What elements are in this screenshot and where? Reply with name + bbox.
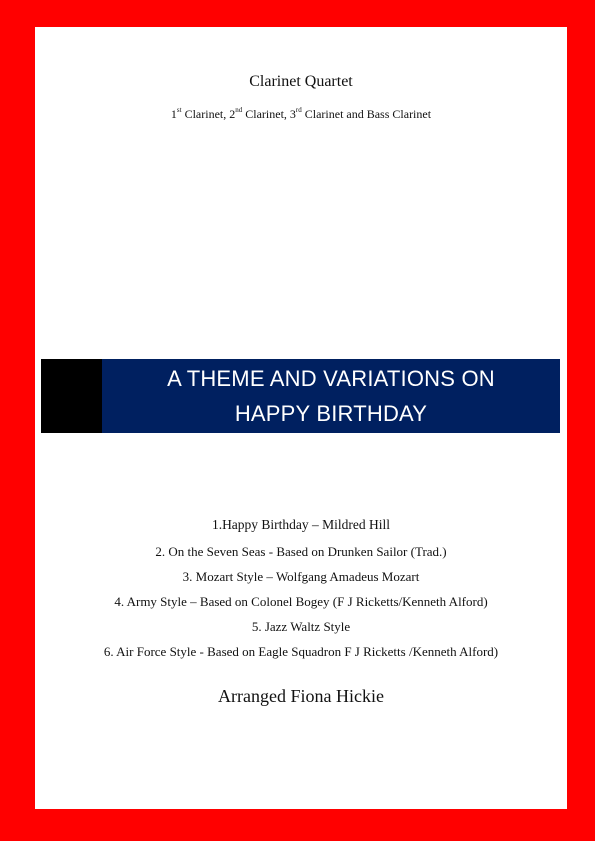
banner-line-2: HAPPY BIRTHDAY xyxy=(234,401,428,426)
banner-line-1: A THEME AND VARIATIONS ON xyxy=(167,366,495,391)
ordinal-suffix: nd xyxy=(235,106,243,114)
movement-item: 1.Happy Birthday – Mildred Hill xyxy=(211,517,391,532)
ordinal-suffix: st xyxy=(176,106,182,114)
movement-item: 2. On the Seven Seas - Based on Drunken Sailor (Trad.) xyxy=(155,544,447,559)
ordinal-number: 1 xyxy=(170,107,177,121)
banner-accent-block xyxy=(41,359,102,433)
instrument-text: Clarinet and Bass Clarinet xyxy=(301,107,432,121)
movement-list xyxy=(35,512,567,664)
arranger-credit: Arranged Fiona Hickie xyxy=(218,686,384,706)
instrument-text: Clarinet, xyxy=(242,107,290,121)
ordinal-number: 3 xyxy=(289,107,296,121)
movement-item: 3. Mozart Style – Wolfgang Amadeus Mozart xyxy=(182,569,420,584)
movement-item: 4. Army Style – Based on Colonel Bogey (F J Ricketts/Kenneth Alford) xyxy=(114,594,488,609)
instrumentation-line xyxy=(35,107,567,122)
page-title: Clarinet Quartet xyxy=(249,73,353,90)
movement-item: 5. Jazz Waltz Style xyxy=(251,619,351,634)
banner-text xyxy=(102,359,560,433)
cover-page xyxy=(35,27,567,809)
title-banner xyxy=(41,359,560,433)
instrument-text: Clarinet, xyxy=(181,107,230,121)
movement-item: 6. Air Force Style - Based on Eagle Squadron F J Ricketts /Kenneth Alford) xyxy=(103,644,499,659)
ordinal-suffix: rd xyxy=(295,106,302,114)
ordinal-number: 2 xyxy=(229,107,236,121)
